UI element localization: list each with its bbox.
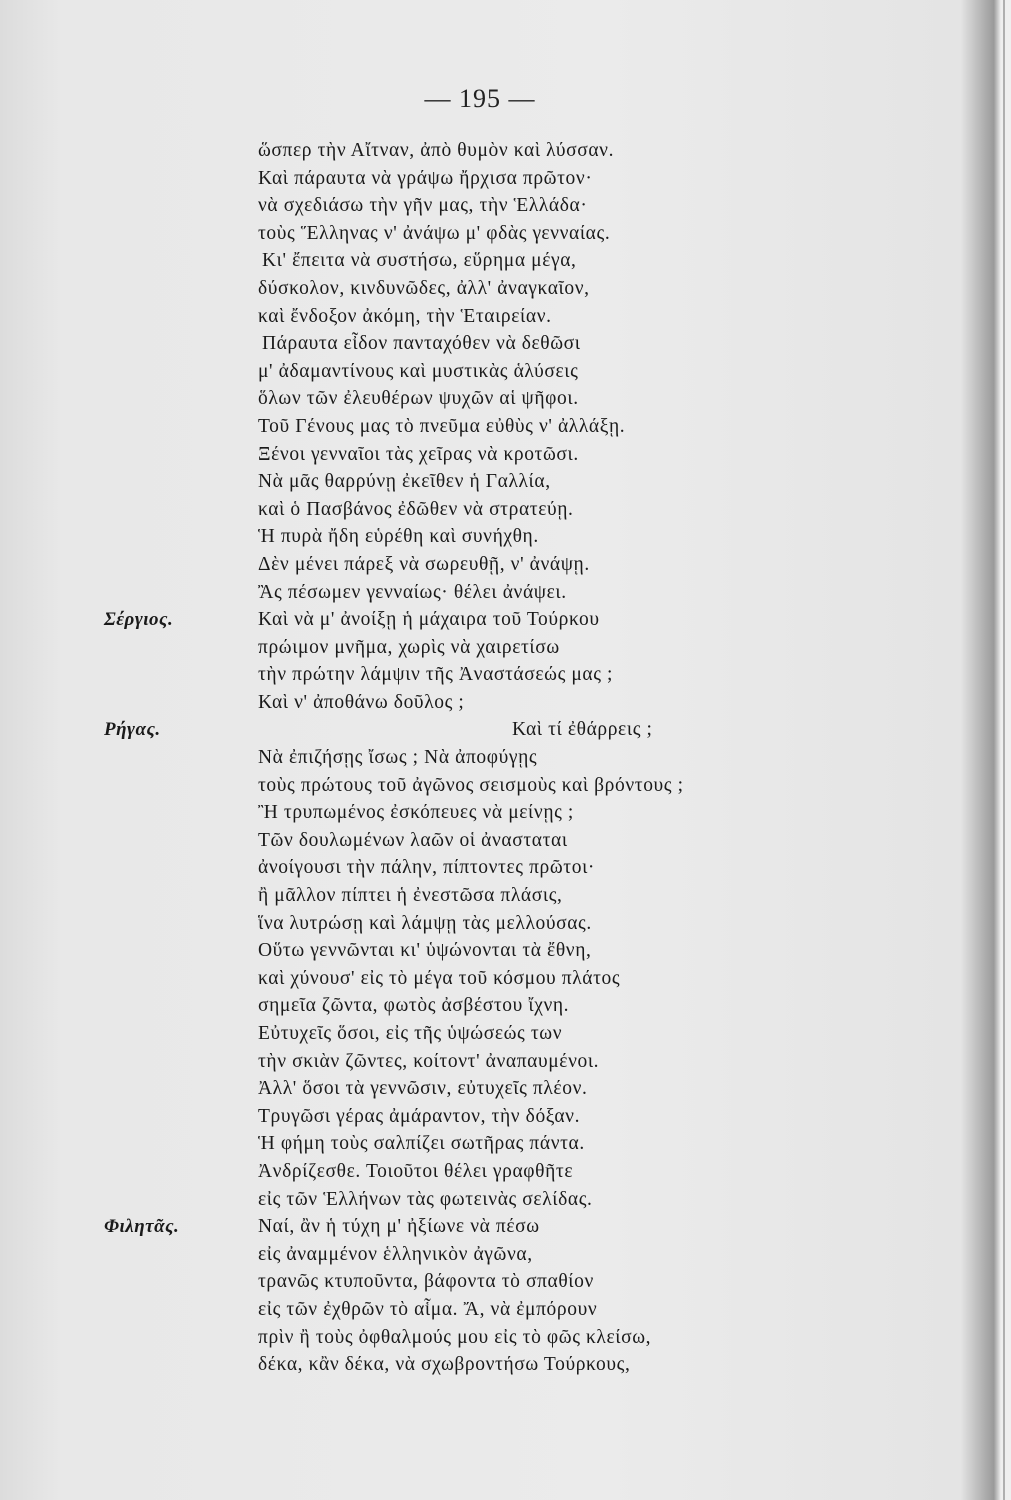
verse-line xyxy=(0,744,1011,772)
verse-line xyxy=(0,882,1011,910)
line-text: Εὐτυχεῖς ὅσοι, εἰς τῆς ὑψώσεώς των xyxy=(258,1023,563,1044)
verse-line xyxy=(0,523,1011,551)
line-text: Τοῦ Γένους μας τὸ πνεῦμα εὐθὺς ν' ἀλλάξῃ. xyxy=(258,415,626,437)
verse-line xyxy=(0,689,1011,717)
line-text: Τρυγῶσι γέρας ἀμάραντον, τὴν δόξαν. xyxy=(258,1105,581,1127)
verse-line xyxy=(0,303,1011,331)
verse-line xyxy=(0,413,1011,441)
verse-line xyxy=(0,1103,1011,1131)
line-text: καὶ χύνουσ' εἰς τὸ μέγα τοῦ κόσμου πλάτος xyxy=(258,967,621,989)
line-text: ὥσπερ τὴν Αἴτναν, ἀπὸ θυμὸν καὶ λύσσαν. xyxy=(258,140,615,161)
verse-line xyxy=(0,854,1011,882)
line-text: πρώιμον μνῆμα, χωρὶς νὰ χαιρετίσω xyxy=(258,636,560,658)
line-text: ἵνα λυτρώσῃ καὶ λάμψῃ τὰς μελλούσας. xyxy=(258,912,592,934)
line-text: Ἡ πυρὰ ἤδη εὑρέθη καὶ συνήχθη. xyxy=(258,526,539,548)
line-text: εἰς τῶν Ἑλλήνων τὰς φωτεινὰς σελίδας. xyxy=(258,1188,593,1210)
verse-line xyxy=(0,1048,1011,1076)
line-text: τοὺς πρώτους τοῦ ἀγῶνος σεισμοὺς καὶ βρόντους ; xyxy=(258,774,684,796)
line-text: Τῶν δουλωμένων λαῶν οἱ ἀνασταται xyxy=(258,829,568,851)
verse-line xyxy=(0,772,1011,800)
verse-line xyxy=(0,1020,1011,1048)
verse-line xyxy=(0,606,1011,634)
line-text: μ' ἀδαμαντίνους καὶ μυστικὰς ἁλύσεις xyxy=(258,360,579,382)
verse-line xyxy=(0,634,1011,662)
verse-line xyxy=(0,1351,1011,1379)
line-text: Κι' ἔπειτα νὰ συστήσω, εὕρημα μέγα, xyxy=(262,250,577,272)
verse-line xyxy=(0,579,1011,607)
line-text: Νὰ μᾶς θαρρύνῃ ἐκεῖθεν ἡ Γαλλία, xyxy=(258,471,551,493)
line-text: Ἀνδρίζεσθε. Τοιοῦτοι θέλει γραφθῆτε xyxy=(258,1160,574,1182)
line-text: Νὰ ἐπιζήσῃς ἴσως ; Νὰ ἀποφύγῃς xyxy=(258,747,538,769)
line-text: Ξένοι γενναῖοι τὰς χεῖρας νὰ κροτῶσι. xyxy=(258,443,579,465)
verse-line xyxy=(0,468,1011,496)
verse-line xyxy=(0,937,1011,965)
verse-line xyxy=(0,965,1011,993)
line-text: ἢ μᾶλλον πίπτει ἡ ἐνεστῶσα πλάσις, xyxy=(258,885,563,907)
line-text: τοὺς Ἕλληνας ν' ἀνάψω μ' φδὰς γενναίας. xyxy=(258,222,611,244)
verse-line xyxy=(0,496,1011,524)
line-text: Ἀλλ' ὅσοι τὰ γεννῶσιν, εὐτυχεῖς πλέον. xyxy=(258,1078,588,1100)
verse-line xyxy=(0,275,1011,303)
line-text: Ἂς πέσωμεν γενναίως· θέλει ἀνάψει. xyxy=(258,581,567,603)
verse-line xyxy=(0,1268,1011,1296)
verse-line xyxy=(0,551,1011,579)
line-text: ὅλων τῶν ἐλευθέρων ψυχῶν αἱ ψῆφοι. xyxy=(258,388,579,410)
verse-line xyxy=(0,220,1011,248)
line-text: τὴν σκιὰν ζῶντες, κοίτοντ' ἀναπαυμένοι. xyxy=(258,1050,600,1072)
verse-line xyxy=(0,1241,1011,1269)
line-text: καὶ ὁ Πασβάνος ἐδῶθεν νὰ στρατεύῃ. xyxy=(258,498,574,520)
line-text: νὰ σχεδιάσω τὴν γῆν μας, τὴν Ἑλλάδα· xyxy=(258,195,588,217)
line-text: πρὶν ἢ τοὺς ὀφθαλμούς μου εἰς τὸ φῶς κλείσω, xyxy=(258,1326,652,1348)
line-text: εἰς τῶν ἐχθρῶν τὸ αἷμα. Ἄ, νὰ ἐμπόρουν xyxy=(258,1298,598,1320)
page-number: — 195 — xyxy=(424,84,536,113)
line-text: Καὶ τί ἐθάρρεις ; xyxy=(512,719,653,741)
line-text: Ἢ τρυπωμένος ἐσκόπευες νὰ μείνῃς ; xyxy=(258,802,574,824)
verse-line xyxy=(0,716,1011,744)
line-text: Καὶ πάραυτα νὰ γράψω ἤρχισα πρῶτον· xyxy=(258,167,593,189)
line-text: Δὲν μένει πάρεξ νὰ σωρευθῇ, ν' ἀνάψῃ. xyxy=(258,553,590,575)
line-text: Ἡ φήμη τοὺς σαλπίζει σωτῆρας πάντα. xyxy=(258,1133,585,1155)
line-text: εἰς ἀναμμένον ἑλληνικὸν ἀγῶνα, xyxy=(258,1243,533,1265)
verse-line xyxy=(0,330,1011,358)
line-text: καὶ ἔνδοξον ἀκόμη, τὴν Ἑταιρείαν. xyxy=(258,305,552,327)
line-text: σημεῖα ζῶντα, φωτὸς ἀσβέστου ἴχνη. xyxy=(258,995,570,1017)
verse-line xyxy=(0,1324,1011,1352)
speaker-name-filitas: Φιλητᾶς. xyxy=(104,1216,180,1238)
line-text: Ναί, ἂν ἡ τύχη μ' ἠξίωνε νὰ πέσω xyxy=(258,1216,540,1238)
verse-line xyxy=(0,661,1011,689)
verse-line xyxy=(0,192,1011,220)
verse-line xyxy=(0,827,1011,855)
verse-line xyxy=(0,247,1011,275)
verse-line xyxy=(0,1158,1011,1186)
line-text: τρανῶς κτυποῦντα, βάφοντα τὸ σπαθίον xyxy=(258,1271,594,1293)
verse-line xyxy=(0,358,1011,386)
verse-line xyxy=(0,910,1011,938)
line-text: Πάραυτα εἶδον πανταχόθεν νὰ δεθῶσι xyxy=(262,333,581,355)
verse-line xyxy=(0,441,1011,469)
line-text: Οὕτω γεννῶνται κι' ὑψώνονται τὰ ἔθνη, xyxy=(258,940,592,962)
verse-line xyxy=(0,992,1011,1020)
line-text: τὴν πρώτην λάμψιν τῆς Ἀναστάσεώς μας ; xyxy=(258,664,614,686)
line-text: Καὶ ν' ἀποθάνω δοῦλος ; xyxy=(258,691,465,713)
verse-line xyxy=(0,1213,1011,1241)
verse-line xyxy=(0,165,1011,193)
verse-line xyxy=(0,1186,1011,1214)
speaker-name-rigas: Ρήγας. xyxy=(104,719,161,741)
line-text: ἀνοίγουσι τὴν πάλην, πίπτοντες πρῶτοι· xyxy=(258,857,596,879)
speaker-name-sergios: Σέργιος. xyxy=(104,609,174,631)
verse-line xyxy=(0,1296,1011,1324)
line-text: δύσκολον, κινδυνῶδες, ἀλλ' ἀναγκαῖον, xyxy=(258,277,590,299)
verse-line xyxy=(0,1075,1011,1103)
verse-line xyxy=(0,385,1011,413)
verse-line xyxy=(0,137,1011,165)
line-text: δέκα, κἂν δέκα, νὰ σχωβροντήσω Τούρκους, xyxy=(258,1354,631,1376)
verse-line xyxy=(0,1130,1011,1158)
verse-line xyxy=(0,799,1011,827)
verse-text xyxy=(0,137,1011,1379)
line-text: Καὶ νὰ μ' ἀνοίξῃ ἡ μάχαιρα τοῦ Τούρκου xyxy=(258,609,600,631)
